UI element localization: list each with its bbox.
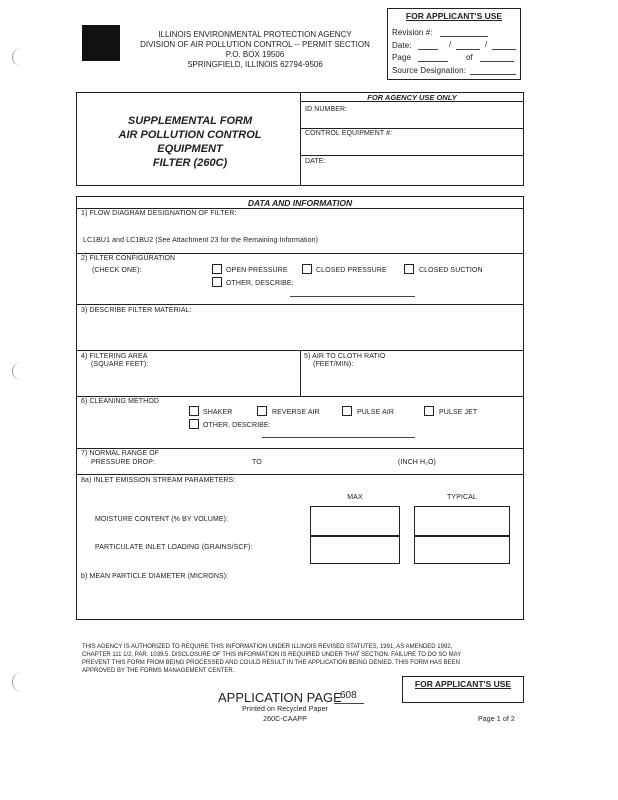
date-sep-2: / [485,40,488,49]
other-config-field[interactable] [290,296,415,297]
moisture-max-field[interactable] [310,506,400,536]
form-code: 260C-CAAPP [263,716,307,723]
agency-city: SPRINGFIELD, ILLINOIS 62794-9506 [187,60,323,69]
q7-unit: (INCH H₂O) [398,459,436,466]
date-day-field[interactable] [456,49,480,50]
agency-use-title: FOR AGENCY USE ONLY [367,93,457,102]
agency-division: DIVISION OF AIR POLLUTION CONTROL -- PERMIT SECTION [140,40,370,49]
q7-label: 7) NORMAL RANGE OF [81,450,160,457]
date-sep-1: / [449,40,452,49]
form-title-2: AIR POLLUTION CONTROL [118,129,262,141]
pulse-air-label: PULSE AIR [357,409,395,416]
footer-notice-4: APPROVED BY THE FORMS MANAGEMENT CENTER. [82,668,235,674]
reverse-air-checkbox[interactable] [257,406,267,416]
binder-hole-3 [12,672,25,692]
q7-to: TO [252,459,262,466]
other-config-checkbox[interactable] [212,277,222,287]
footer-notice-2: CHAPTER 111 1/2, PAR. 1039.5. DISCLOSURE OF THIS INFORMATION IS REQUIRED UNDER THAT SECTION. FAILURE TO DO SO MAY [82,652,462,658]
particulate-typical-field[interactable] [414,536,510,564]
revision-field[interactable] [440,36,488,37]
q3-label: 3) DESCRIBE FILTER MATERIAL: [81,307,192,314]
control-equipment-label: CONTROL EQUIPMENT #: [305,130,393,137]
agency-date-label: DATE: [305,158,326,165]
other-cleaning-checkbox[interactable] [189,419,199,429]
footer-notice-1: THIS AGENCY IS AUTHORIZED TO REQUIRE THIS INFORMATION UNDER ILLINOIS REVISED STATUTES, 1991, AS AMENDED 1992, [82,644,453,650]
applicant-use-title: FOR APPLICANT'S USE [405,11,503,21]
particulate-max-field[interactable] [310,536,400,564]
reverse-air-label: REVERSE AIR [272,409,320,416]
source-designation-label: Source Designation: [392,66,466,75]
binder-hole-2 [12,362,23,380]
q8b-label: b) MEAN PARTICLE DIAMETER (MICRONS): [81,573,229,580]
id-number-label: ID NUMBER: [305,106,348,113]
agency-po-box: P.O. BOX 19506 [225,50,285,59]
moisture-typical-field[interactable] [414,506,510,536]
q2-label: 2) FILTER CONFIGURATION [81,255,176,262]
date-month-field[interactable] [418,49,438,50]
q1-label: 1) FLOW DIAGRAM DESIGNATION OF FILTER: [81,210,237,217]
col-typical-header: TYPICAL [447,494,477,501]
other-cleaning-label: OTHER, DESCRIBE: [203,422,271,429]
revision-label: Revision #: [392,28,433,37]
q2-check-one: (CHECK ONE): [92,267,142,274]
form-title-4: FILTER (260C) [152,157,228,169]
source-designation-field[interactable] [470,74,516,75]
pulse-jet-checkbox[interactable] [424,406,434,416]
page-of-label: of [466,53,473,62]
q5-label: 5) AIR TO CLOTH RATIO [304,353,386,360]
shaker-label: SHAKER [203,409,233,416]
q6-label: 6) CLEANING METHOD [81,398,160,405]
other-cleaning-field[interactable] [262,437,415,438]
q7-sub: PRESSURE DROP: [91,459,156,466]
agency-logo [82,25,120,61]
page-of-field[interactable] [480,61,514,62]
particulate-label: PARTICULATE INLET LOADING (GRAINS/SCF): [95,544,253,551]
date-year-field[interactable] [492,49,516,50]
open-pressure-checkbox[interactable] [212,264,222,274]
data-section-title: DATA AND INFORMATION [247,198,353,208]
shaker-checkbox[interactable] [189,406,199,416]
printed-recycled: Printed on Recycled Paper [242,706,328,713]
binder-hole-1 [12,48,23,66]
moisture-label: MOISTURE CONTENT (% BY VOLUME): [95,516,229,523]
date-label: Date: [392,41,412,50]
q5-sub: (FEET/MIN): [313,361,354,368]
footer-notice-3: PREVENT THIS FORM FROM BEING PROCESSED AND COULD RESULT IN THE APPLICATION BEING DENIED. THIS FORM HAS BEEN [82,660,460,666]
col-max-header: MAX [347,494,363,501]
form-title-1: SUPPLEMENTAL FORM [127,115,253,127]
q4-label: 4) FILTERING AREA [81,353,148,360]
q8a-label: 8a) INLET EMISSION STREAM PARAMETERS: [81,477,236,484]
page-of-total: Page 1 of 2 [478,716,515,723]
closed-suction-label: CLOSED SUCTION [419,267,483,274]
pulse-jet-label: PULSE JET [439,409,478,416]
page-label: Page [392,53,412,62]
other-config-label: OTHER, DESCRIBE: [226,280,294,287]
open-pressure-label: OPEN PRESSURE [226,267,288,274]
application-page-label: APPLICATION PAGE [218,690,342,705]
closed-suction-checkbox[interactable] [404,264,414,274]
application-page-number: 608 [340,690,357,701]
closed-pressure-checkbox[interactable] [302,264,312,274]
form-title-3: EQUIPMENT [157,143,223,155]
q4-sub: (SQUARE FEET): [91,361,149,368]
q1-value[interactable]: LC1BU1 and LC1BU2 (See Attachment 23 for the Remaining Information) [83,237,319,244]
agency-name: ILLINOIS ENVIRONMENTAL PROTECTION AGENCY [158,30,352,39]
footer-applicant-title: FOR APPLICANT'S USE [414,679,512,689]
page-field[interactable] [418,61,448,62]
pulse-air-checkbox[interactable] [342,406,352,416]
closed-pressure-label: CLOSED PRESSURE [316,267,387,274]
